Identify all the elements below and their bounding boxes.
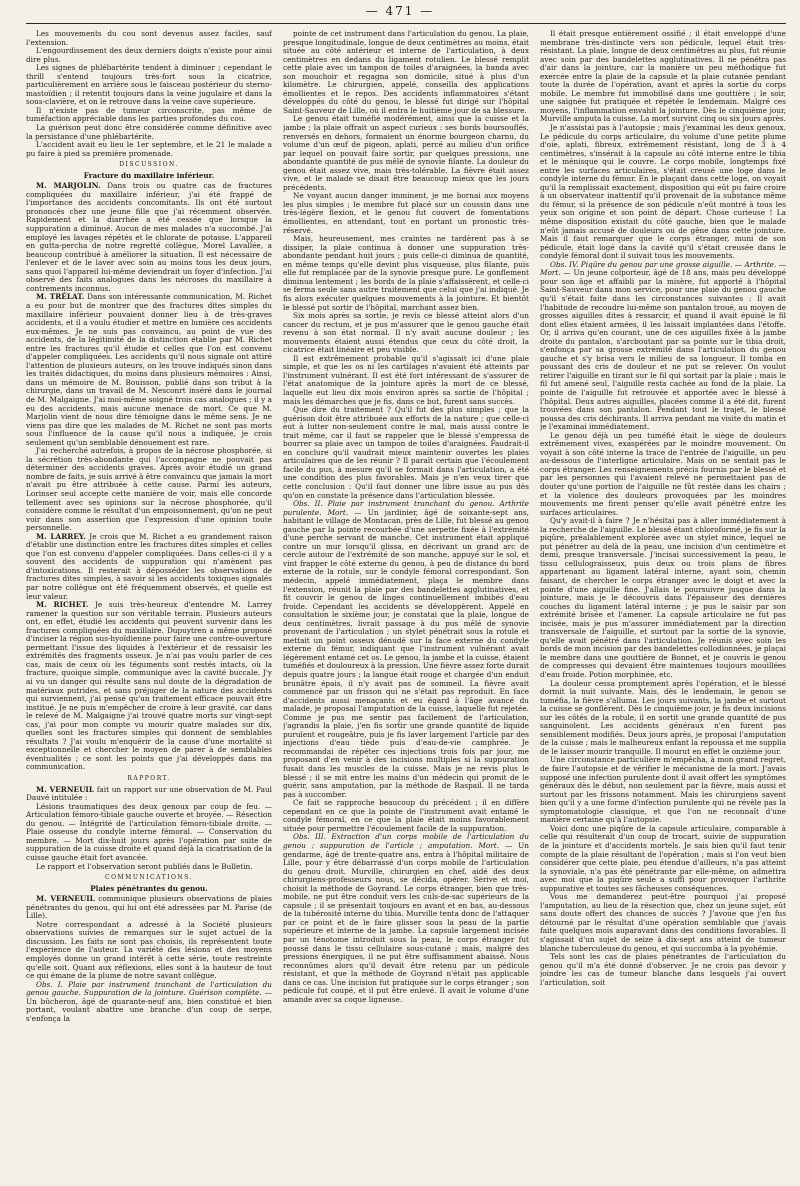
paragraph-text: Ne voyant aucun danger imminent, je me bornai aux moyens les plus simples ; le membre fut placé sur un coussin dans une très-légère flexion, et le genou fut couvert de fomentations émollientes, en attendant, tout en portant un pronostic très-réservé. <box>283 191 529 235</box>
paragraph-text: Les mouvements du cou sont devenus assez faciles, sauf l'extension. <box>26 30 272 47</box>
paragraph <box>283 30 529 115</box>
paragraph-text: Le genou déjà un peu tuméfié était le siège de douleurs extrêmement vives, exaspérées par le moindre mouvement. On voyait à son côté interne la trace de l'entrée de l'aiguille, un peu au-dessous de l'interligne articulaire. Mais on ne sentait pas le corps étranger. Les renseignements précis fournis par le blessé et par les personnes qui l'avaient relevé ne permettaient pas de douter qu'une portion de l'aiguille ne fût restée dans les chairs ; et la violence des douleurs provoquées par les moindres mouvements me firent penser qu'elle avait pénétré entre les surfaces articulaires. <box>540 430 786 517</box>
paragraph <box>26 293 272 447</box>
paragraph <box>283 192 529 235</box>
observation-title: Obs. II. Plaie par instrument tranchant du genou. Arthrite purulente. Mort. <box>283 499 529 517</box>
observation-title: Obs. III. Extraction d'un corps mobile de l'articulation du genou ; suppuration de l'article ; amputation. Mort. <box>283 832 529 850</box>
paragraph <box>283 355 529 406</box>
paragraph-text: Je crois que M. Richet a eu grandement raison d'établir une distinction entre les fractures dites simples et celles que l'on est convenu d'appeler compliquées. Dans celles-ci il y a souvent des accidents de suppuration qui n'amènent pas d'intoxications. Il resterait à déposséder les observations de fractures dites simples, à savoir si les accidents toxiques signalés par notre collègue ont été fréquemment observés, et quelle est leur valeur. <box>26 531 272 601</box>
paragraph <box>540 517 786 679</box>
paragraph-text: Lésions traumatiques des deux genoux par coup de feu. — Articulation fémoro-tibiale gauche ouverte et broyée. — Résection du genou. — Intégrité de l'articulation fémoro-tibiale droite. — Plaie osseuse du condyle interne fémoral. — Conservation du membre. — Mort dix-huit jours après l'opération par suite de suppuration de la cuisse droite et quand déjà la cicatrisation de la cuisse gauche était fort avancée. <box>26 801 272 862</box>
column-middle <box>283 30 529 1180</box>
paragraph <box>283 799 529 833</box>
paragraph <box>26 47 272 64</box>
paragraph <box>283 406 529 500</box>
paragraph <box>540 261 786 432</box>
paragraph <box>26 533 272 601</box>
paragraph <box>26 601 272 772</box>
paragraph <box>26 64 272 107</box>
paragraph-text: Je n'assistai pas à l'autopsie ; mais j'examinai les deux genoux. Le pédicule du corps articulaire, du volume d'une petite plume d'oie, aplati, fibreux, extrêmement résistant, long de 3 à 4 centimètres, s'insérait à la capsule au côté interne entre le tibia et le ménisque qui le couvre. Le corps mobile, longtemps fixé entre les surfaces articulaires, s'était creusé une loge dans le condyle interne du fémur. En le plaçant dans cette loge, on voyait qu'il la remplissait exactement, disposition qui eût pu faire croire à un observateur inattentif qu'il provenait de la substance même du fémur, si la présence de son pédicule n'eût montré à tous les yeux son origine et son point de départ. Chose curieuse ! La même disposition existait du côté gauche, bien que le malade n'eût jamais accusé de douleurs ou de gêne dans cette jointure. Mais il faut remarquer que le corps étranger, muni de son pédicule, était logé dans la cavité qu'il s'était creusée dans le condyle fémoral dont il suivait tous les mouvements. <box>540 123 786 261</box>
section-heading: DISCUSSION. <box>119 161 179 169</box>
paragraph-text: — Un bûcheron, âgé de quarante-neuf ans, bien constitué et bien portant, voulant abattre une branche d'un coup de serpe, s'enfonça la <box>26 988 272 1023</box>
paragraph-text: Que dire du traitement ? Qu'il fut des plus simples ; que la guérison doit être attribuée aux efforts de la nature ; que celle-ci eut à lutter non-seulement contre le mal, mais aussi contre le trait même, car il faut se rappeler que le blessé s'empressa de bourrer sa plaie avec un tampon de toiles d'araignées. Faudrait-il en conclure qu'il vaudrait mieux maintenir ouvertes les plaies articulaires que de les réunir ? Il paraît certain que l'écoulement facile du pus, à mesure qu'il se formait dans l'articulation, a été une condition des plus favorables. Mais je n'en veux tirer que cette conclusion : Qu'il faut donner une libre issue au pus dès qu'on en constate la présence dans l'articulation blessée. <box>283 405 529 500</box>
paragraph <box>26 981 272 1024</box>
paragraph <box>26 141 272 158</box>
paragraph-text: Il n'existe pas de tumeur circonscrite, pas même de tuméfaction appréciable dans les parties profondes du cou. <box>26 105 272 124</box>
paragraph-text: Je suis très-heureux d'entendre M. Larrey ramener la question sur son véritable terrain. Plusieurs auteurs ont, en effet, étudié les accidents qui peuvent survenir dans les fractures compliquées du maxillaire. Dupuytren a même proposé d'inciser la région sus-hyoïdienne pour faire une contre-ouverture permettant l'issue des liquides à l'extérieur et de ressaisir les extrémités des fragments osseux. Je n'ai pas voulu parler de ces cas, mais de ceux où les téguments sont restés intacts, où la fracture, quoique simple, communique avec la cavité buccale. J'y ai vu un danger qui résulte sans nul doute de la dégradation de matériaux putrides, et sans préjuger de la nature des accidents qui surviennent, j'ai pensé qu'un traitement efficace pouvait être institué. Je ne puis m'empêcher de croire à leur gravité, car dans le relevé de M. Malgaigne j'ai trouvé quatre morts sur vingt-sept cas, j'ai pour mon compte vu mourir quatre malades sur dix, quelles sont les fractures simples qui donnent de semblables résultats ? J'ai voulu m'enquérir de la cause d'une mortalité si exceptionnelle et chercher le moyen de parer à de semblables éventualités ; ce sont les points que j'ai développés dans ma communication. <box>26 600 272 772</box>
paragraph <box>26 124 272 141</box>
paragraph-text: Il est extrêmement probable qu'il s'agissait ici d'une plaie simple, et que les os ni les cartilages n'avaient été atteints par l'instrument vulnérant. Il est été fort intéressant de s'assurer de l'état anatomique de la jointure après la mort de ce blessé, laquelle eut lieu dix mois environ après sa sortie de l'hôpital ; mais les démarches que je fis, dans ce but, furent sans succès. <box>283 353 529 406</box>
paragraph-text: L'accident avait eu lieu le 1er septembre, et le 21 le malade a pu faire à pied sa première promenade. <box>26 140 272 158</box>
paragraph-text: Vous me demanderez peut-être pourquoi j'ai proposé l'amputation, au lieu de la résection que, chez un jeune sujet, eût sans doute offert des chances de succès ? J'avoue que j'en fus détourné par le résultat d'une opération semblable que j'avais faite quelques mois auparavant dans des conditions favorables. Il s'agissait d'un sujet de seize à dix-sept ans atteint de tumeur blanche tuberculeuse du genou, et qui succomba à la pyohémie. <box>540 892 786 953</box>
page-number: — 471 — <box>365 4 435 18</box>
paragraph <box>283 833 529 1004</box>
paragraph-text: pointe de cet instrument dans l'articulation du genou. La plaie, presque longitudinale, longue de deux centimètres au moins, était située au côté antérieur et interne de l'articulation, à deux centimètres en dedans du ligament rotulien. Le blessé remplit cette plaie avec un tampon de toiles d'araignées, la banda avec son mouchoir et regagna son domicile, situé à plus d'un kilomètre. Le chirurgien, appelé, conseilla des applications émollientes et le repos. Des accidents inflammatoires s'étant développés du côté du genou, le blessé fut dirigé sur l'hôpital Saint-Sauveur de Lille, où il entra le huitième jour de sa blessure. <box>283 30 529 115</box>
paragraph-text: La douleur cessa promptement après l'opération, et le blessé dormit la nuit suivante. Mais, dès le lendemain, le genou se tuméfia, la fièvre s'alluma. Les jours suivants, la jambe et surtout la cuisse se gonflèrent. Dès le cinquième jour, je fis deux incisions sur les côtés de la rotule, il en sortit une grande quantité de pus sanguinolent. Les accidents généraux n'en furent pas sensiblement modifiés. Deux jours après, je proposai l'amputation de la cuisse ; mais le malheureux enfant la repoussa et me supplia de le laisser mourir tranquille. Il mourut en effet le onzième jour. <box>540 678 786 756</box>
observation-title: Obs. IV. Piqûre du genou par une grosse aiguille. — Arthrite. — Mort. <box>540 259 786 278</box>
paragraph <box>26 863 272 872</box>
paragraph <box>26 895 272 921</box>
paragraph <box>540 680 786 757</box>
column-right <box>540 30 786 1180</box>
paragraph-text: Qu'y avait-il à faire ? Je n'hésitai pas à aller immédiatement à la recherche de l'aiguille. Le blessé étant chloroformé, je fis sur la piqûre, préalablement explorée avec un stylet mince, lequel ne put pénétrer au delà de la peau, une incision d'un centimètre et demi, presque transversale. J'incisai successivement la peau, le tissu cellulograisseux, puis deux ou trois plans de fibres appartenant au ligament latéral interne, ayant soin, chemin faisant, de chercher le corps étranger avec le doigt et avec la pointe d'une aiguille fine. J'allais le poursuivre jusque dans la jointure, mais je le découvris dans l'épaisseur des dernières couches du ligament latéral interne ; je pus le saisir par son extrémité brisée et l'amener. La capsule articulaire ne fut pas incisée, mais je pus m'assurer immédiatement par la direction transversale de l'aiguille, et surtout par la sortie de la synovie, qu'elle avait pénétré dans l'articulation. Je réunis avec soin les bords de mon incision par des bandelettes collodionnées, je plaçai le membre dans une gouttière de Bonnet, et je couvris le genou de compresses qui devaient être maintenues toujours mouillées d'eau froide. Potion morphinée, etc. <box>540 516 786 680</box>
column-left <box>26 30 272 1180</box>
paragraph <box>540 124 786 261</box>
speaker-name: M. VERNEUIL <box>36 784 94 794</box>
paragraph-text: Le genou était tuméfié modérément, ainsi que la cuisse et la jambe ; la plaie offrait un aspect curieux : ses bords boursouflés, renversés en dehors, formaient un énorme bourgeon charnu, du volume d'un œuf de pigeon, aplati, percé au milieu d'un orifice par lequel on pouvait faire sortir, par quelques pressions, une abondante quantité de pus mêlé de synovie filante. La douleur du genou était assez vive, mais très-tolérable. La fièvre était assez vive, et le malade se disait être beaucoup mieux que les jours précédents. <box>283 114 529 192</box>
paragraph-text: Il était presque entièrement ossifié ; il était enveloppé d'une membrane très-distincte vers son pédicule, lequel était très-résistant. La plaie, longue de deux centimètres au plus, fut réunie avec soin par des bandelettes agglutinatives. Il ne pénétra pas d'air dans la jointure, car la manière un peu méthodique fut exercée entre la plaie de la capsule et la plaie cutanée pendant toute la durée de l'opération, avant et après la sortie du corps mobile. Le membre fut immobilisé dans une gouttière ; le soir, une saignée fut pratiquée et répétée le lendemain. Malgré ces moyens, l'inflammation envahit la jointure. Dès le cinquième jour, Murville amputa la cuisse. La mort survint cinq ou six jours après. <box>540 30 786 124</box>
paragraph-text: La guérison peut donc être considérée comme définitive avec la persistance d'une phlébartérite. <box>26 123 272 141</box>
paragraph <box>26 447 272 532</box>
paragraph <box>26 786 272 803</box>
paragraph-text: Les signes de phlébartérite tendent à diminuer ; cependant le thrill s'entend toujours très-fort sous la cicatrice, particulièrement en arrière sous le faisceau postérieur du sterno-mastoïdien ; il retentit toujours dans la veine jugulaire et dans la sous-clavière, et on le retrouve dans la veine cave supérieure. <box>26 63 272 107</box>
paragraph <box>26 921 272 981</box>
paragraph-text: Notre correspondant a adressé à la Société plusieurs observations suivies de remarques sur le sujet actuel de la discussion. Les faits ne sont pas choisis, ils représentent toute l'expérience de l'auteur. La variété des lésions et des moyens employés donne un grand intérêt à cette série, toute restreinte qu'elle soit. Quant aux réflexions, elles sont à la hauteur de tout ce qui émane de la plume de notre savant collègue. <box>26 919 272 981</box>
paragraph-text: — Un gendarme, âgé de trente-quatre ans, entra à l'hôpital militaire de Lille, pour y être débarrassé d'un corps mobile de l'articulation du genou droit. Murville, chirurgien en chef, aidé des deux chirurgiens-professeurs nous, se décida, opérer. Sérive et moi, choisit la méthode de Goyrand. Le corps étranger, bien que très-mobile, ne put être conduit vers les culs-de-sac supérieurs de la capsule ; il se présentait toujours en avant et en bas, au-dessous de la tubérosité interne du tibia. Murville tenta donc de l'attaquer par ce point et de le faire glisser sous la peau de la partie supérieure et interne de la jambe. La capsule largement incisée par un ténotome introduit sous la peau, le corps étranger fut poussé dans le tissu cellulaire sous-cutané ; mais, malgré des pressions énergiques, il ne put être suffisamment abaissé. Nous reconnûmes alors qu'il devait être retenu par un pédicule résistant, et que la méthode de Goyrand n'était pas applicable dans ce cas. Une incision fut pratiquée sur le corps étranger ; son pédicule fut coupé, et il put être enlevé. Il avait le volume d'une amande avec sa coque ligneuse. <box>283 840 529 1004</box>
paragraph <box>283 500 529 799</box>
paragraph-text: communique plusieurs observations de plaies pénétrantes du genou, qui lui ont été adressées par M. Parise (de Lille). <box>26 894 272 921</box>
paragraph-text: — Un jeune colporteur, âgé de 18 ans, mais peu développé pour son âge et affaibli par la misère, fut apporté à l'hôpital Saint-Sauveur dans mon service, pour une plaie du genou gauche qu'il s'était faite dans les circonstances suivantes : Il avait l'habitude de recoudre lui-même son pantalon troué, au moyen de grosses aiguilles dites à ressarcir, et quand il avait épuisé le fil dont elles étaient armées, il les laissait implantées dans l'étoffe. Or, il arriva qu'en courant, une de ces aiguilles fixée à la jambe droite du pantalon, s'arcboutant par sa pointe sur le tibia droit, s'enfonça par sa grosse extrémité dans l'articulation du genou gauche et s'y brisa vers le milieu de sa longueur. Il tomba en poussant des cris de douleur et ne put se relever. On voulut retirer l'aiguille en tirant sur le fil qui sortait par la plaie ; mais le fil fut amené seul, l'aiguille resta cachée au fond de la plaie. La pointe de l'aiguille fut retrouvée et apportée avec le blessé à l'hôpital. Deux autres aiguilles, placées comme il a été dit, furent trouvées dans son pantalon. Pendant tout le trajet, le blessé poussa des cris déchirants. Il arriva pendant ma visite du matin et je l'examinai immédiatement. <box>540 268 786 432</box>
paragraph-text: Dans trois ou quatre cas de fractures compliquées du maxillaire inférieur, j'ai été frappé de l'importance des accidents concomitants. Ils ont été surtout prononcés chez une jeune fille que j'ai récemment observée. Rapidement et la diarrhée a été cessée que lorsque la suppuration a diminué. Aucun de mes malades n'a succombé. J'ai employé les lavages répétés et le chlorate de potasse. L'appareil en gutta-percha de notre regretté collègue, Morel Lavallée, a beaucoup contribué à améliorer la situation. Il est nécessaire de l'enlever et de le laver avec soin au moins tous les deux jours, sans quoi l'appareil lui-même deviendrait un foyer d'infection. J'ai observé des faits analogues dans les nécroses du maxillaire à contrements inconnus. <box>26 181 272 293</box>
paragraph <box>540 432 786 517</box>
paragraph <box>283 115 529 192</box>
section-subheading: Fracture du maxillaire inférieur. <box>83 170 215 180</box>
paragraph-text: Dans son intéressante communication, M. Richet a eu pour but de montrer que des fractures dites simples du maxillaire inférieur pouvaient donner lieu à de très-graves accidents, et il a voulu étudier et mettre en lumière ces accidents eux-mêmes. Je ne suis pas convaincu, au point de vue des accidents, de la légitimité de la distinction établie par M. Richet entre les fractures qu'il étudie et celles que l'on est convenu d'appeler compliquées. Les accidents qu'il nous signale ont attiré l'attention de plusieurs auteurs, on les trouve indiqués sinon dans les traités didactiques, du moins dans plusieurs mémoires : Ainsi, dans un mémoire de M. Bouisson, publié dans son tribut à la chirurgie, dans un travail de M. Nesconrt inséré dans le journal de M. Malgaigne. J'ai moi-même soigné trois cas analogues ; il y a eu des accidents, mais aucune menace de mort. Ce que M. Marjolin vient de nous dire témoigne dans le même sens. Je ne viens pas dire que les malades de M. Richet ne sont pas morts sous l'influence de la cause qu'il nous a indiquée, je crois seulement qu'un semblable dénouement est rare. <box>26 292 272 447</box>
paragraph-text: Six mois après sa sortie, je revis ce blessé atteint alors d'un cancer du rectum, et je pus m'assurer que le genou gauche était revenu à son état normal. Il n'y avait aucune douleur ; les mouvements étaient aussi étendus que ceux du côté droit, la cicatrice était linéaire et peu visible. <box>283 311 529 355</box>
paragraph-text: L'engourdissement des deux derniers doigts n'existe pour ainsi dire plus. <box>26 46 272 64</box>
section-heading: RAPPORT. <box>127 775 171 783</box>
paragraph <box>540 953 786 987</box>
paragraph-text: Une circonstance particulière m'empêcha, à mon grand regret, de faire l'autopsie et de vérifier le mécanisme de la mort. J'avais supposé une infection purulente dont il avait offert les symptômes généraux dès le début, non seulement par la fièvre, mais aussi et surtout par les frissons notamment. Mais les chirurgiens savent bien qu'il y a une forme d'infection purulente qui ne révèle pas la symptomatologie classique, et que l'on ne reconnaît d'une manière certaine qu'à l'autopsie. <box>540 755 786 825</box>
paragraph-text: — Un jardinier, âgé de soixante-sept ans, habitant le village de Montacan, près de Lille, fut blessé au genou gauche par la pointe recourbée d'une serpette fixée à l'extrémité d'une perche servant de manche. Cet instrument était appliqué contre un mur lorsqu'il glissa, en décrivant un grand arc de cercle autour de l'extrémité de son manche, appuyé sur le sol, et vint frapper le côté externe du genou, à peu de distance du bord externe de la rotule, sur le condyle fémoral correspondant. Son médecin, appelé immédiatement, plaça le membre dans l'extension, réunit la plaie par des bandelettes agglutinatives, et fit couvrir le genou de linges continuellement imbibés d'eau froide. Cependant les accidents se développèrent. Appelé en consultation le sixième jour, je constatai que la plaie, longue de deux centimètres, livrait passage à du pus mêlé de synovie provenant de l'articulation ; un stylet pénétrait sous la rotule et mettait un point osseux dénudé sur la face externe du condyle externe du fémur, indiquant que l'instrument vulnérant avait légèrement entamé cet os. Le genou, la jambe et la cuisse, étaient tuméfiés et douloureux à la pression. Une fièvre assez forte durait depuis quatre jours ; la langue était rouge et chargée d'un enduit brunâtre épais, il n'y avait pas de sommeil. La fièvre avait commencé par un frisson qui ne s'était pas reproduit. En face d'accidents aussi menaçants et eu égard à l'âge avancé du malade, je proposai l'amputation de la cuisse, laquelle fut rejetée. Comme je pus me sentir pas facilement de l'articulation, j'agrandis la plaie, j'en fis sortir une grande quantité de liquide purulent et rougeâtre, puis je fis laver largement l'article par des injections d'eau tiède puis d'eau-de-vie camphrée. Je recommandai de répéter ces injections trois fois par jour, me proposant d'en venir à des incisions multiples si la suppuration fusait dans les muscles de la cuisse. Mais je ne revis plus le blessé ; il se mit entre les mains d'un médecin qui promit de le guérir, sans amputation, par la méthode de Raspail. Il ne tarda pas à succomber. <box>283 507 529 799</box>
paragraph-text: J'ai recherché autrefois, à propos de la nécrose phosphorée, si la sécrétion très-abondante qui l'accompagne ne pouvait pas déterminer des accidents graves. Après avoir étudié un grand nombre de faits, je suis arrivé à être convaincu que jamais la mort n'avait pu être attribuée à cette cause. Parmi les auteurs, Lorinser seul accepte cette manière de voir, mais elle concorde tellement avec ses opinions sur la nécrose phosphorée, qu'il considère comme le résultat d'un empoisonnement, qu'on ne peut voir dans son assertion que l'expression d'une opinion toute personnelle. <box>26 446 272 533</box>
paragraph <box>540 756 786 824</box>
paragraph <box>26 107 272 124</box>
speaker-name: M. TRÉLAT. <box>36 292 85 302</box>
speaker-name: M. VERNEUIL <box>36 894 95 904</box>
speaker-name: M. MARJOLIN. <box>36 181 101 191</box>
paragraph <box>540 30 786 124</box>
paragraph-text: Le rapport et l'observation seront publiés dans le Bulletin. <box>36 861 253 871</box>
paragraph <box>26 30 272 47</box>
paragraph <box>26 803 272 863</box>
paragraph <box>26 182 272 293</box>
paragraph <box>540 825 786 893</box>
observation-title: Obs. I. Plaie par instrument tranchant de l'articulation du genou gauche. Suppuration de la jointure. Guérison complète. <box>26 979 272 998</box>
speaker-name: M. RICHET. <box>36 600 89 610</box>
paragraph <box>283 312 529 355</box>
header-rule <box>26 23 786 24</box>
paragraph-text: fait un rapport sur une observation de M. Paul Dauvé intitulée : <box>26 784 272 803</box>
section-subheading: Plaies pénétrantes du genou. <box>90 883 208 893</box>
paragraph <box>540 893 786 953</box>
paragraph-text: Tels sont les cas de plaies pénétrantes de l'articulation du genou qu'il m'a été donné d'observer. Je ne crois pas devoir y joindre les cas de tumeur blanche dans lesquels j'ai ouvert l'articulation, soit <box>540 952 786 987</box>
paragraph-text: Voici donc une piqûre de la capsule articulaire, comparable à celle qui résulterait d'un coup de trocart, suivie de suppuration de la jointure et d'accidents mortels. Je sais bien qu'il faut tenir compte de la plaie résultant de l'opération ; mais si l'on veut bien considérer que cette plaie, peu étendue d'ailleurs, n'a pas atteint la synoviale, n'a pas été pénétrante par elle-même, on admettra avec moi que la piqûre seule a suffi pour provoquer l'arthrite suppurative et toutes ses fâcheuses conséquences. <box>540 823 786 893</box>
speaker-name: M. LARREY. <box>36 531 86 541</box>
section-heading: COMMUNICATIONS. <box>105 874 193 882</box>
paragraph-text: Mais, heureusement, mes craintes ne tardèrent pas à se dissiper, la plaie continua à donner une suppuration très-abondante pendant huit jours ; puis celle-ci diminua de quantité, en même temps qu'elle devint plus visqueuse, plus filante, puis elle fut remplacée par de la synovie presque pure. Le gonflement diminua lentement ; les bords de la plaie s'affaissèrent, et celle-ci se ferma seule sans autre traitement que celui que j'ai indiqué. Je fis alors exécuter quelques mouvements à la jointure. Et bientôt le blessé put sortir de l'hôpital, marchant assez bien. <box>283 234 529 312</box>
paragraph <box>283 235 529 312</box>
paragraph-text: Ce fait se rapproche beaucoup du précédent ; il en diffère cependant en ce que la pointe de l'instrument avait entamé le condyle fémoral, en ce que la plaie était moins favorablement située pour permettre l'écoulement facile de la suppuration. <box>283 798 529 833</box>
